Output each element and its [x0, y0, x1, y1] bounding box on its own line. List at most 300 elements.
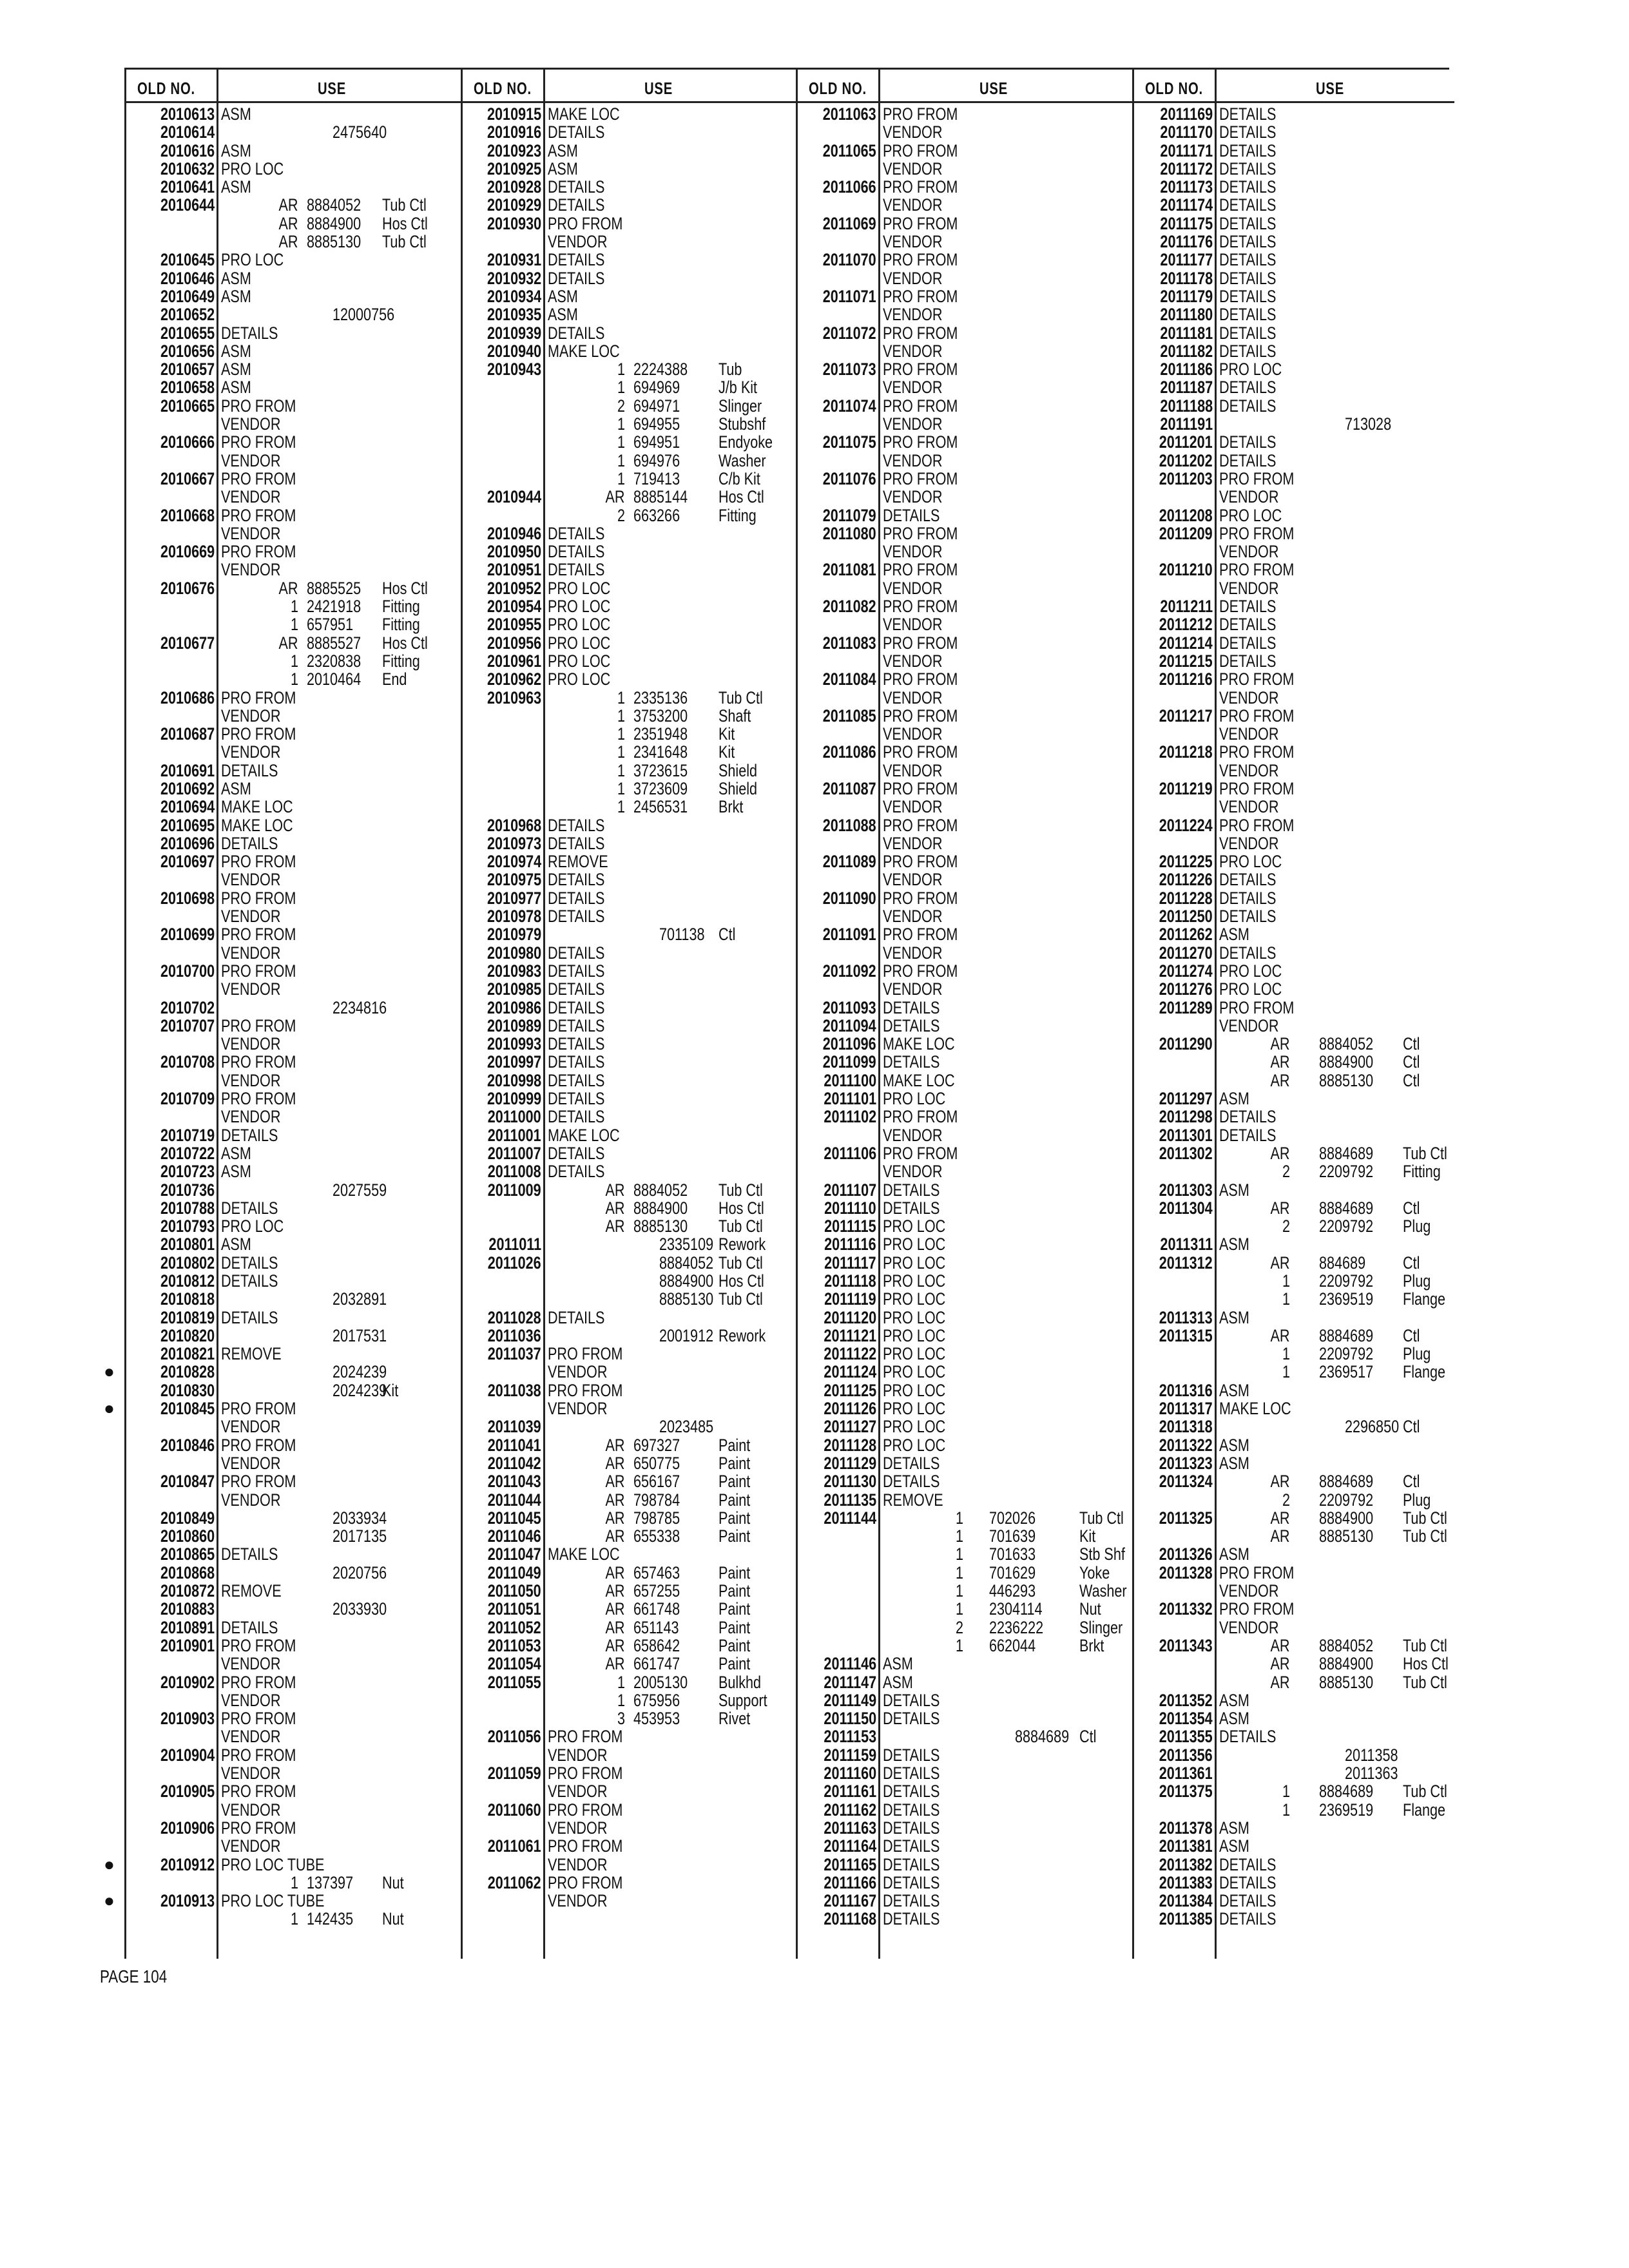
- old-number: 2011149: [824, 1690, 876, 1710]
- old-number: 2011147: [824, 1672, 876, 1692]
- table-row: [461, 1819, 796, 1837]
- old-number: 2011100: [824, 1070, 876, 1090]
- old-number: 2011203: [1159, 468, 1213, 488]
- old-number: 2011304: [1159, 1198, 1213, 1218]
- table-row: [796, 1874, 1132, 1892]
- table-row: [1132, 1290, 1454, 1308]
- table-row: [1132, 1837, 1454, 1855]
- table-row: [1132, 980, 1454, 998]
- table-column-3: [796, 68, 1132, 1959]
- use-text: VENDOR: [883, 651, 943, 671]
- table-row: [124, 160, 461, 178]
- part-description: Ctl: [718, 925, 736, 945]
- table-row: [124, 798, 461, 816]
- use-text: DETAILS: [883, 1015, 940, 1035]
- table-row: [1132, 251, 1454, 269]
- old-number: 2011172: [1160, 159, 1213, 178]
- quantity: 1: [955, 1581, 963, 1601]
- old-number: 2010699: [160, 925, 215, 945]
- part-number: 12000756: [333, 305, 395, 325]
- table-row: [461, 1181, 796, 1199]
- table-row: [796, 1162, 1132, 1180]
- old-number: 2011054: [488, 1654, 541, 1674]
- quantity: AR: [1270, 1253, 1290, 1273]
- use-text: DETAILS: [221, 1544, 278, 1564]
- old-number: 2010687: [160, 724, 215, 744]
- table-row: [461, 1345, 796, 1363]
- old-number: 2011036: [488, 1325, 541, 1345]
- old-number: 2011173: [1160, 177, 1213, 197]
- table-row: [124, 1837, 461, 1855]
- table-row: [796, 1801, 1132, 1819]
- old-number: 2011361: [1159, 1763, 1213, 1783]
- use-text: VENDOR: [548, 1891, 608, 1911]
- use-text: PRO LOC: [883, 1089, 946, 1109]
- part-number: 8884689: [1319, 1472, 1374, 1492]
- table-row: [796, 1619, 1132, 1637]
- table-row: [461, 1673, 796, 1691]
- table-row: [461, 1509, 796, 1527]
- old-number: 2010975: [487, 870, 541, 890]
- table-row: [461, 433, 796, 451]
- use-text: PRO FROM: [883, 140, 958, 160]
- table-row: [1132, 287, 1454, 305]
- use-text: PRO FROM: [548, 1380, 623, 1400]
- table-row: [124, 1910, 461, 1928]
- part-number: 2421918: [307, 597, 361, 617]
- old-number: 2011007: [488, 1143, 541, 1163]
- part-description: Tub Ctl: [718, 1216, 763, 1236]
- old-number: 2011049: [488, 1562, 541, 1582]
- part-description: Endyoke: [718, 432, 773, 452]
- table-row: [796, 1837, 1132, 1855]
- table-row: [461, 1691, 796, 1709]
- use-text: DETAILS: [1219, 396, 1277, 416]
- old-number: 2011289: [1159, 997, 1213, 1017]
- table-row: [1132, 689, 1454, 707]
- part-description: Washer: [718, 450, 766, 470]
- old-number: 2010923: [487, 140, 541, 160]
- quantity: AR: [278, 633, 298, 653]
- table-row: [1132, 1637, 1454, 1655]
- old-number: 2011088: [823, 815, 876, 835]
- table-row: [461, 1327, 796, 1345]
- use-text: PRO FROM: [221, 1472, 296, 1492]
- table-row: [461, 160, 796, 178]
- old-number: 2010956: [487, 633, 541, 653]
- old-number: 2011129: [824, 1453, 876, 1473]
- table-row: [124, 597, 461, 615]
- use-text: PRO FROM: [221, 468, 296, 488]
- column-header: [1132, 68, 1454, 103]
- part-description: Hos Ctl: [1403, 1654, 1449, 1674]
- use-text: MAKE LOC: [221, 797, 293, 817]
- part-number: 2209792: [1319, 1490, 1374, 1510]
- table-row: [1132, 962, 1454, 980]
- use-text: DETAILS: [883, 1052, 940, 1072]
- use-text: DETAILS: [883, 1472, 940, 1492]
- use-text: DETAILS: [883, 997, 940, 1017]
- old-number: 2010657: [160, 360, 215, 380]
- quantity: 2: [617, 396, 625, 416]
- table-row: [1132, 1691, 1454, 1709]
- table-row: [796, 123, 1132, 141]
- table-row: [1132, 1181, 1454, 1199]
- old-number: 2011163: [824, 1818, 876, 1838]
- part-description: Stb Shf: [1079, 1544, 1125, 1564]
- use-text: ASM: [221, 140, 251, 160]
- table-row: [461, 215, 796, 233]
- table-row: [461, 743, 796, 761]
- table-row: [796, 1454, 1132, 1472]
- use-text: PRO FROM: [221, 1709, 296, 1729]
- table-row: [1132, 1746, 1454, 1764]
- part-number: 8885130: [1319, 1070, 1374, 1090]
- table-row: [461, 762, 796, 780]
- table-row: [1132, 415, 1454, 433]
- use-text: DETAILS: [548, 888, 605, 908]
- old-number: 2010686: [160, 687, 215, 707]
- old-number: 2011063: [823, 104, 876, 124]
- table-row: [461, 178, 796, 196]
- old-number: 2011228: [1159, 888, 1213, 908]
- table-row: [124, 488, 461, 506]
- table-row: [461, 1837, 796, 1855]
- table-row: [796, 689, 1132, 707]
- table-row: [796, 305, 1132, 323]
- table-row: [124, 233, 461, 251]
- table-row: [461, 634, 796, 652]
- old-no-header: OLD NO.: [809, 79, 867, 98]
- table-row: [124, 1727, 461, 1745]
- use-text: PRO FROM: [883, 250, 958, 270]
- use-text: PRO FROM: [1219, 997, 1295, 1017]
- use-text: MAKE LOC: [548, 341, 620, 361]
- table-row: [124, 1673, 461, 1691]
- table-row: [796, 852, 1132, 870]
- table-row: [796, 798, 1132, 816]
- quantity: 1: [290, 1909, 298, 1929]
- table-row: [461, 816, 796, 834]
- table-row: [124, 105, 461, 123]
- use-text: PRO FROM: [883, 633, 958, 653]
- part-description: Shield: [718, 778, 758, 798]
- use-text: VENDOR: [883, 687, 943, 707]
- old-number: 2010868: [160, 1562, 215, 1582]
- old-number: 2010985: [487, 979, 541, 999]
- quantity: 1: [617, 360, 625, 380]
- use-text: DETAILS: [1219, 286, 1277, 306]
- use-text: VENDOR: [1219, 1015, 1279, 1035]
- old-number: 2011167: [824, 1891, 876, 1911]
- old-number: 2011323: [1159, 1453, 1213, 1473]
- use-text: VENDOR: [548, 1818, 608, 1838]
- old-number: 2011343: [1159, 1635, 1213, 1655]
- part-number: 884689: [1319, 1253, 1366, 1273]
- old-number: 2011217: [1159, 706, 1213, 726]
- old-number: 2011073: [823, 360, 876, 380]
- use-text: VENDOR: [883, 232, 943, 252]
- old-no-header: OLD NO.: [1145, 79, 1203, 98]
- table-row: [124, 1637, 461, 1655]
- part-description: Tub Ctl: [1403, 1635, 1447, 1655]
- table-row: [796, 160, 1132, 178]
- use-text: VENDOR: [221, 1690, 281, 1710]
- part-description: Ctl: [1403, 1325, 1420, 1345]
- table-row: [796, 1017, 1132, 1035]
- old-number: 2011045: [488, 1508, 541, 1528]
- table-row: [1132, 1017, 1454, 1035]
- use-text: MAKE LOC: [548, 1125, 620, 1145]
- old-number: 2011178: [1160, 268, 1213, 288]
- old-no-header: OLD NO.: [137, 79, 195, 98]
- table-row: [796, 670, 1132, 688]
- part-number: 663266: [633, 505, 680, 525]
- table-row: [1132, 1399, 1454, 1418]
- table-row: [1132, 889, 1454, 907]
- use-text: DETAILS: [221, 1198, 278, 1218]
- old-number: 2011047: [488, 1544, 541, 1564]
- use-text: ASM: [221, 360, 251, 380]
- old-number: 2010955: [487, 615, 541, 635]
- table-row: [796, 1509, 1132, 1527]
- part-number: 2209792: [1319, 1162, 1374, 1182]
- table-row: [796, 944, 1132, 962]
- table-row: [796, 1181, 1132, 1199]
- old-number: 2011208: [1159, 505, 1213, 525]
- part-description: Ctl: [1403, 1034, 1420, 1054]
- part-description: Nut: [382, 1909, 404, 1929]
- table-row: [461, 123, 796, 141]
- old-number: 2010930: [487, 213, 541, 233]
- part-description: Plug: [1403, 1344, 1431, 1364]
- table-row: [796, 780, 1132, 798]
- table-row: [461, 1108, 796, 1126]
- table-row: [461, 1199, 796, 1217]
- use-text: ASM: [548, 140, 578, 160]
- table-row: [461, 524, 796, 543]
- old-number: 2011169: [1160, 104, 1213, 124]
- part-number: 3723609: [633, 778, 688, 798]
- old-number: 2011039: [488, 1417, 541, 1437]
- table-row: [1132, 670, 1454, 688]
- table-row: [1132, 1235, 1454, 1253]
- part-description: Brkt: [1079, 1635, 1104, 1655]
- old-number: 2010788: [160, 1198, 215, 1218]
- part-description: Nut: [382, 1872, 404, 1892]
- use-text: VENDOR: [883, 450, 943, 470]
- part-number: 8884052: [307, 195, 361, 215]
- use-text: DETAILS: [1219, 323, 1277, 343]
- table-row: [796, 999, 1132, 1017]
- part-description: Tub Ctl: [1079, 1508, 1124, 1528]
- old-number: 2011060: [488, 1800, 541, 1820]
- table-row: [1132, 1600, 1454, 1618]
- table-row: [1132, 123, 1454, 141]
- old-number: 2011166: [824, 1872, 876, 1892]
- old-number: 2011383: [1159, 1872, 1213, 1892]
- part-number: 701138: [659, 925, 705, 945]
- table-row: [124, 287, 461, 305]
- part-description: Tub Ctl: [1403, 1672, 1447, 1692]
- table-row: [461, 506, 796, 524]
- table-row: [796, 1217, 1132, 1235]
- table-row: [124, 1381, 461, 1399]
- quantity: AR: [605, 1526, 625, 1546]
- table-row: [461, 470, 796, 488]
- use-text: DETAILS: [1219, 1107, 1277, 1127]
- use-text: PRO FROM: [548, 1344, 623, 1364]
- part-description: Slinger: [1079, 1617, 1123, 1637]
- old-number: 2010999: [487, 1089, 541, 1109]
- old-number: 2011161: [824, 1782, 876, 1802]
- old-number: 2011150: [824, 1709, 876, 1729]
- table-row: [124, 251, 461, 269]
- old-number: 2011011: [488, 1235, 541, 1254]
- use-text: PRO LOC: [548, 615, 611, 635]
- part-number: 2020756: [333, 1562, 387, 1582]
- table-row: [1132, 360, 1454, 378]
- table-row: [796, 1436, 1132, 1454]
- use-text: PRO LOC: [883, 1399, 946, 1419]
- quantity: AR: [1270, 1143, 1290, 1163]
- part-number: 453953: [633, 1709, 680, 1729]
- old-number: 2010723: [160, 1162, 215, 1182]
- table-row: [1132, 378, 1454, 396]
- table-row: [796, 452, 1132, 470]
- table-row: [796, 870, 1132, 889]
- use-text: DETAILS: [883, 1836, 940, 1856]
- part-description: Hos Ctl: [382, 633, 428, 653]
- part-number: 8884900: [633, 1198, 688, 1218]
- table-row: [124, 1746, 461, 1764]
- old-number: 2010847: [160, 1472, 215, 1492]
- table-row: [461, 1217, 796, 1235]
- use-text: VENDOR: [221, 1453, 281, 1473]
- quantity: 1: [1282, 1782, 1290, 1802]
- use-text: PRO FROM: [1219, 778, 1295, 798]
- table-row: [796, 834, 1132, 852]
- table-row: [461, 1801, 796, 1819]
- quantity: AR: [605, 1617, 625, 1637]
- old-number: 2011186: [1160, 360, 1213, 380]
- old-number: 2010952: [487, 578, 541, 598]
- table-row: [124, 543, 461, 561]
- table-row: [461, 1874, 796, 1892]
- old-number: 2011075: [823, 432, 876, 452]
- old-number: 2010707: [160, 1015, 215, 1035]
- part-number: 701639: [989, 1526, 1036, 1546]
- use-text: DETAILS: [548, 1162, 605, 1182]
- table-row: [796, 980, 1132, 998]
- part-number: 8884689: [1015, 1727, 1070, 1747]
- use-text: PRO FROM: [221, 1635, 296, 1655]
- table-row: [1132, 1090, 1454, 1108]
- table-row: [796, 397, 1132, 415]
- old-number: 2010944: [487, 487, 541, 507]
- old-number: 2010968: [487, 815, 541, 835]
- table-row: [461, 925, 796, 943]
- column-header: [124, 68, 461, 103]
- use-text: PRO FROM: [221, 1745, 296, 1765]
- table-row: [1132, 196, 1454, 214]
- use-text: PRO LOC: [883, 1235, 946, 1254]
- old-number: 2011026: [488, 1253, 541, 1273]
- table-row: [124, 196, 461, 214]
- table-row: [461, 1381, 796, 1399]
- use-header: USE: [318, 79, 347, 98]
- old-number: 2011355: [1159, 1727, 1213, 1747]
- table-row: [1132, 1327, 1454, 1345]
- use-text: PRO FROM: [221, 1435, 296, 1455]
- quantity: AR: [1270, 1070, 1290, 1090]
- part-number: 713028: [1345, 414, 1392, 434]
- table-row: [461, 1162, 796, 1180]
- use-text: ASM: [221, 778, 251, 798]
- table-row: [461, 305, 796, 323]
- use-text: PRO FROM: [221, 961, 296, 981]
- use-text: DETAILS: [548, 1015, 605, 1035]
- use-text: DETAILS: [1219, 232, 1277, 252]
- table-row: [796, 1764, 1132, 1782]
- old-number: 2010632: [160, 159, 215, 178]
- old-number: 2011209: [1159, 523, 1213, 543]
- old-number: 2010883: [160, 1599, 215, 1619]
- table-row: [124, 1655, 461, 1673]
- part-number: 798784: [633, 1490, 680, 1510]
- old-number: 2011042: [488, 1453, 541, 1473]
- table-row: [461, 378, 796, 396]
- old-number: 2010669: [160, 542, 215, 562]
- table-row: [1132, 1874, 1454, 1892]
- table-row: [461, 342, 796, 360]
- part-number: 2224388: [633, 360, 688, 380]
- use-text: DETAILS: [883, 1180, 940, 1200]
- use-text: REMOVE: [221, 1581, 282, 1601]
- row-list: [796, 105, 1132, 1928]
- table-row: [124, 780, 461, 798]
- old-number: 2011324: [1159, 1472, 1213, 1492]
- table-row: [1132, 615, 1454, 633]
- use-text: VENDOR: [221, 1763, 281, 1783]
- old-number: 2011125: [824, 1380, 876, 1400]
- part-number: 657255: [633, 1581, 680, 1601]
- old-number: 2011099: [823, 1052, 876, 1072]
- use-text: VENDOR: [221, 1107, 281, 1127]
- part-number: 2023485: [659, 1417, 714, 1437]
- part-description: Hos Ctl: [382, 213, 428, 233]
- old-number: 2010979: [487, 925, 541, 945]
- table-row: [461, 1399, 796, 1418]
- bullet-icon: ●: [104, 1890, 115, 1911]
- table-row: [124, 1090, 461, 1108]
- quantity: 2: [955, 1617, 963, 1637]
- use-text: DETAILS: [883, 505, 940, 525]
- table-row: [1132, 1126, 1454, 1144]
- old-number: 2011084: [823, 669, 876, 689]
- old-number: 2011092: [823, 961, 876, 981]
- part-number: 2351948: [633, 724, 688, 744]
- part-number: 2010464: [307, 669, 361, 689]
- quantity: AR: [1270, 1635, 1290, 1655]
- use-text: PRO FROM: [548, 213, 623, 233]
- part-description: Kit: [382, 1380, 399, 1400]
- use-text: PRO LOC: [883, 1380, 946, 1400]
- table-row: [124, 1564, 461, 1582]
- table-row: [1132, 1819, 1454, 1837]
- use-text: VENDOR: [1219, 760, 1279, 780]
- table-row: [124, 1181, 461, 1199]
